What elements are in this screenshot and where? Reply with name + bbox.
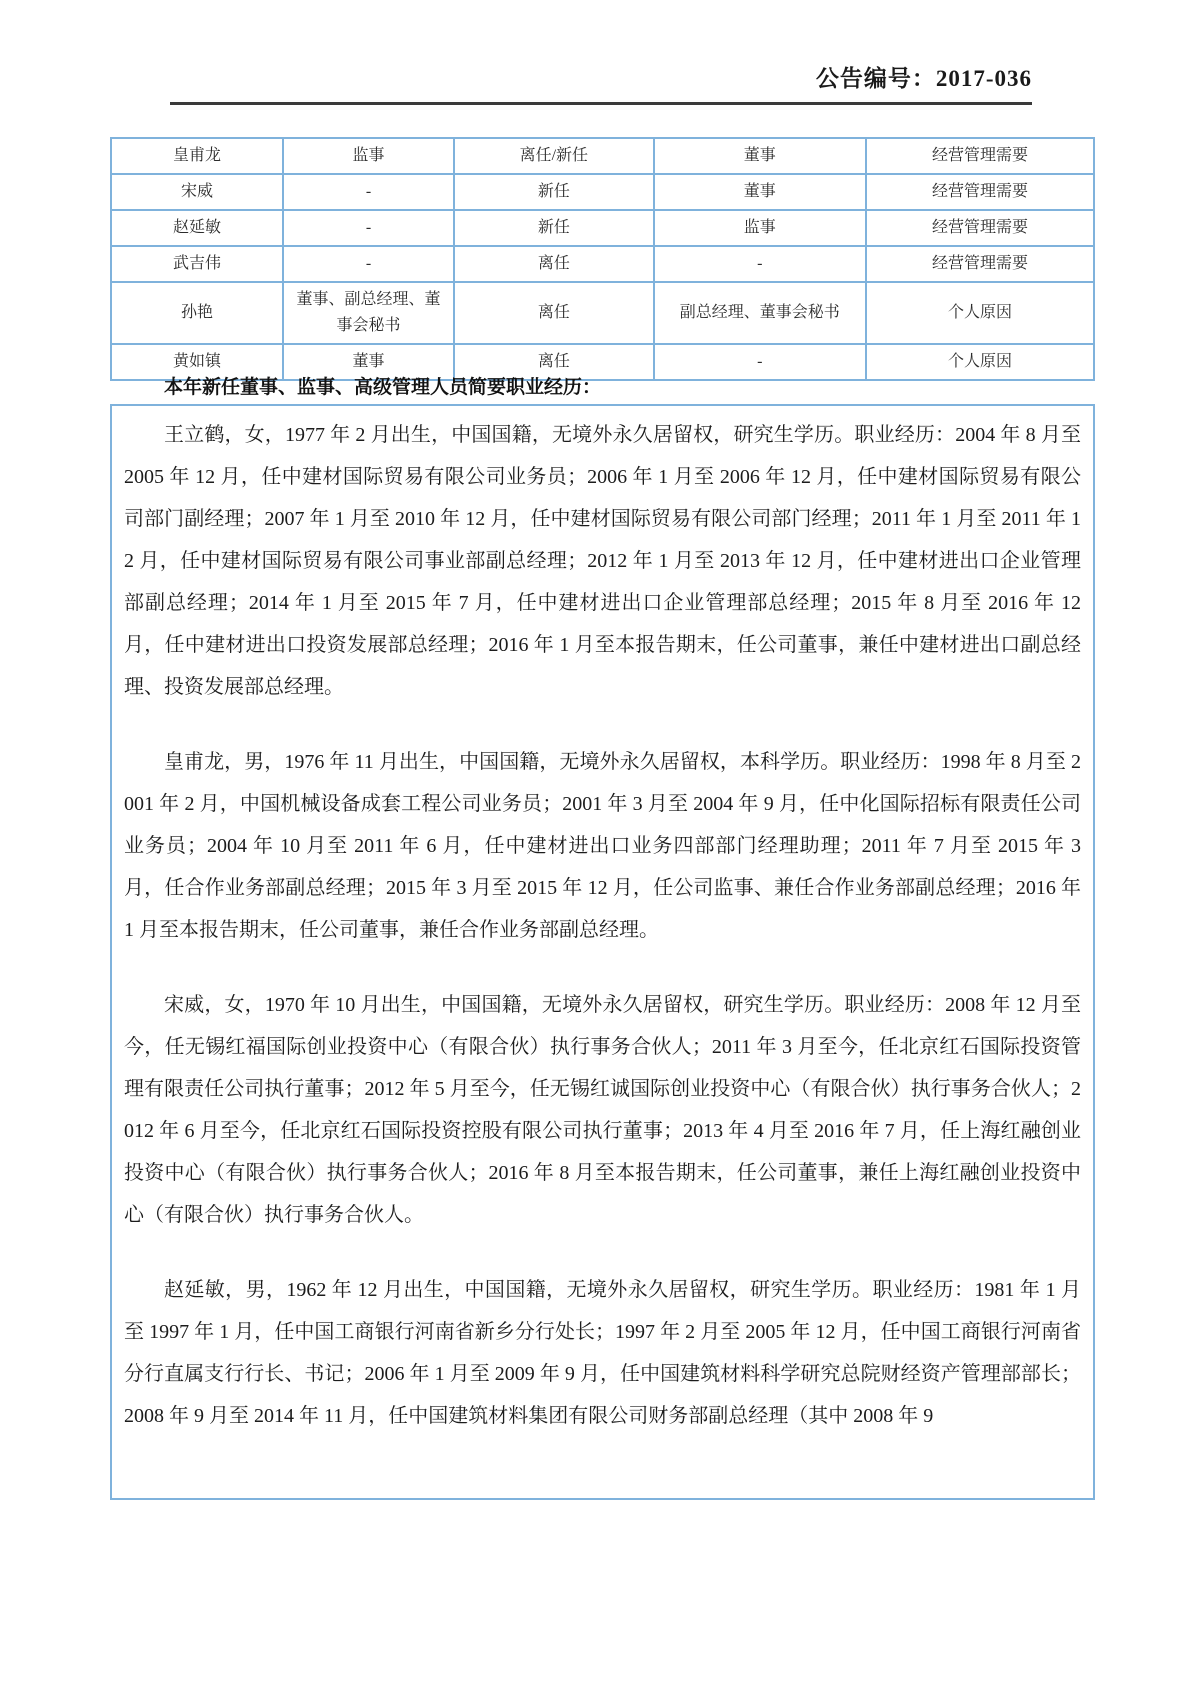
cell-change-type: 新任 [454, 174, 654, 210]
cell-new-position: 监事 [654, 210, 866, 246]
cell-reason: 经营管理需要 [866, 174, 1094, 210]
cell-reason: 个人原因 [866, 282, 1094, 344]
bio-paragraph-huangfulong: 皇甫龙，男，1976 年 11 月出生，中国国籍，无境外永久居留权，本科学历。职业经历：1998 年 8 月至 2001 年 2 月，中国机械设备成套工程公司业务员；2001 年 3 月至 2004 年 9 月，任中化国际招标有限责任公司业务员；2004 年 10 月至 2011 年 6 月，任中建材进出口业务四部部门经理助理；2011 年 7 月至 2015 年 3 月，任合作业务部副总经理；2015 年 3 月至 2015 年 12 月，任公司监事、兼任合作业务部副总经理；2016 年 1 月至本报告期末，任公司董事，兼任合作业务部副总经理。 [124, 751, 1081, 941]
table-row [111, 210, 1094, 246]
cell-former-position: - [283, 174, 454, 210]
cell-new-position: 董事 [654, 174, 866, 210]
cell-former-position: 董事 [283, 344, 454, 380]
personnel-change-table [110, 137, 1095, 381]
bio-paragraph-zhaoyanmin: 赵延敏，男，1962 年 12 月出生，中国国籍，无境外永久居留权，研究生学历。职业经历：1981 年 1 月至 1997 年 1 月，任中国工商银行河南省新乡分行处长；1997 年 2 月至 2005 年 12 月，任中国工商银行河南省分行直属支行行长、书记；2006 年 1 月至 2009 年 9 月，任中国建筑材料科学研究总院财经资产管理部部长；2008 年 9 月至 2014 年 11 月，任中国建筑材料集团有限公司财务部副总经理（其中 2008 年 9 [124, 1279, 1081, 1427]
cell-reason: 经营管理需要 [866, 210, 1094, 246]
table-row [111, 246, 1094, 282]
cell-name: 赵延敏 [111, 210, 283, 246]
cell-former-position: - [283, 246, 454, 282]
cell-new-position: 董事 [654, 138, 866, 174]
cell-reason: 个人原因 [866, 344, 1094, 380]
table-row [111, 138, 1094, 174]
cell-name: 黄如镇 [111, 344, 283, 380]
cell-name: 孙艳 [111, 282, 283, 344]
bio-paragraph-wanglihe: 王立鹤，女，1977 年 2 月出生，中国国籍，无境外永久居留权，研究生学历。职业经历：2004 年 8 月至 2005 年 12 月，任中建材国际贸易有限公司业务员；2006 年 1 月至 2006 年 12 月，任中建材国际贸易有限公司部门副经理；2007 年 1 月至 2010 年 12 月，任中建材国际贸易有限公司部门经理；2011 年 1 月至 2011 年 12 月，任中建材国际贸易有限公司事业部副总经理；2012 年 1 月至 2013 年 12 月，任中建材进出口企业管理部副总经理；2014 年 1 月至 2015 年 7 月，任中建材进出口企业管理部总经理；2015 年 8 月至 2016 年 12 月，任中建材进出口投资发展部总经理；2016 年 1 月至本报告期末，任公司董事，兼任中建材进出口副总经理、投资发展部总经理。 [124, 424, 1081, 698]
cell-change-type: 离任/新任 [454, 138, 654, 174]
cell-reason: 经营管理需要 [866, 138, 1094, 174]
bio-section [110, 404, 1095, 1500]
cell-new-position: - [654, 344, 866, 380]
cell-former-position: 监事 [283, 138, 454, 174]
cell-change-type: 新任 [454, 210, 654, 246]
section-heading: 本年新任董事、监事、高级管理人员简要职业经历： [164, 377, 602, 398]
cell-change-type: 离任 [454, 246, 654, 282]
announcement-number: 公告编号：2017-036 [170, 60, 1032, 105]
cell-former-position: - [283, 210, 454, 246]
cell-name: 皇甫龙 [111, 138, 283, 174]
table-row [111, 174, 1094, 210]
cell-change-type: 离任 [454, 282, 654, 344]
cell-change-type: 离任 [454, 344, 654, 380]
table-row [111, 282, 1094, 344]
cell-new-position: 副总经理、董事会秘书 [654, 282, 866, 344]
cell-name: 宋威 [111, 174, 283, 210]
bio-paragraph-songwei: 宋威，女，1970 年 10 月出生，中国国籍，无境外永久居留权，研究生学历。职业经历：2008 年 12 月至今，任无锡红福国际创业投资中心（有限合伙）执行事务合伙人；2011 年 3 月至今，任北京红石国际投资管理有限责任公司执行董事；2012 年 5 月至今，任无锡红诚国际创业投资中心（有限合伙）执行事务合伙人；2012 年 6 月至今，任北京红石国际投资控股有限公司执行董事；2013 年 4 月至 2016 年 7 月，任上海红融创业投资中心（有限合伙）执行事务合伙人；2016 年 8 月至本报告期末，任公司董事，兼任上海红融创业投资中心（有限合伙）执行事务合伙人。 [124, 994, 1081, 1226]
cell-name: 武吉伟 [111, 246, 283, 282]
cell-new-position: - [654, 246, 866, 282]
cell-reason: 经营管理需要 [866, 246, 1094, 282]
cell-former-position: 董事、副总经理、董事会秘书 [283, 282, 454, 344]
